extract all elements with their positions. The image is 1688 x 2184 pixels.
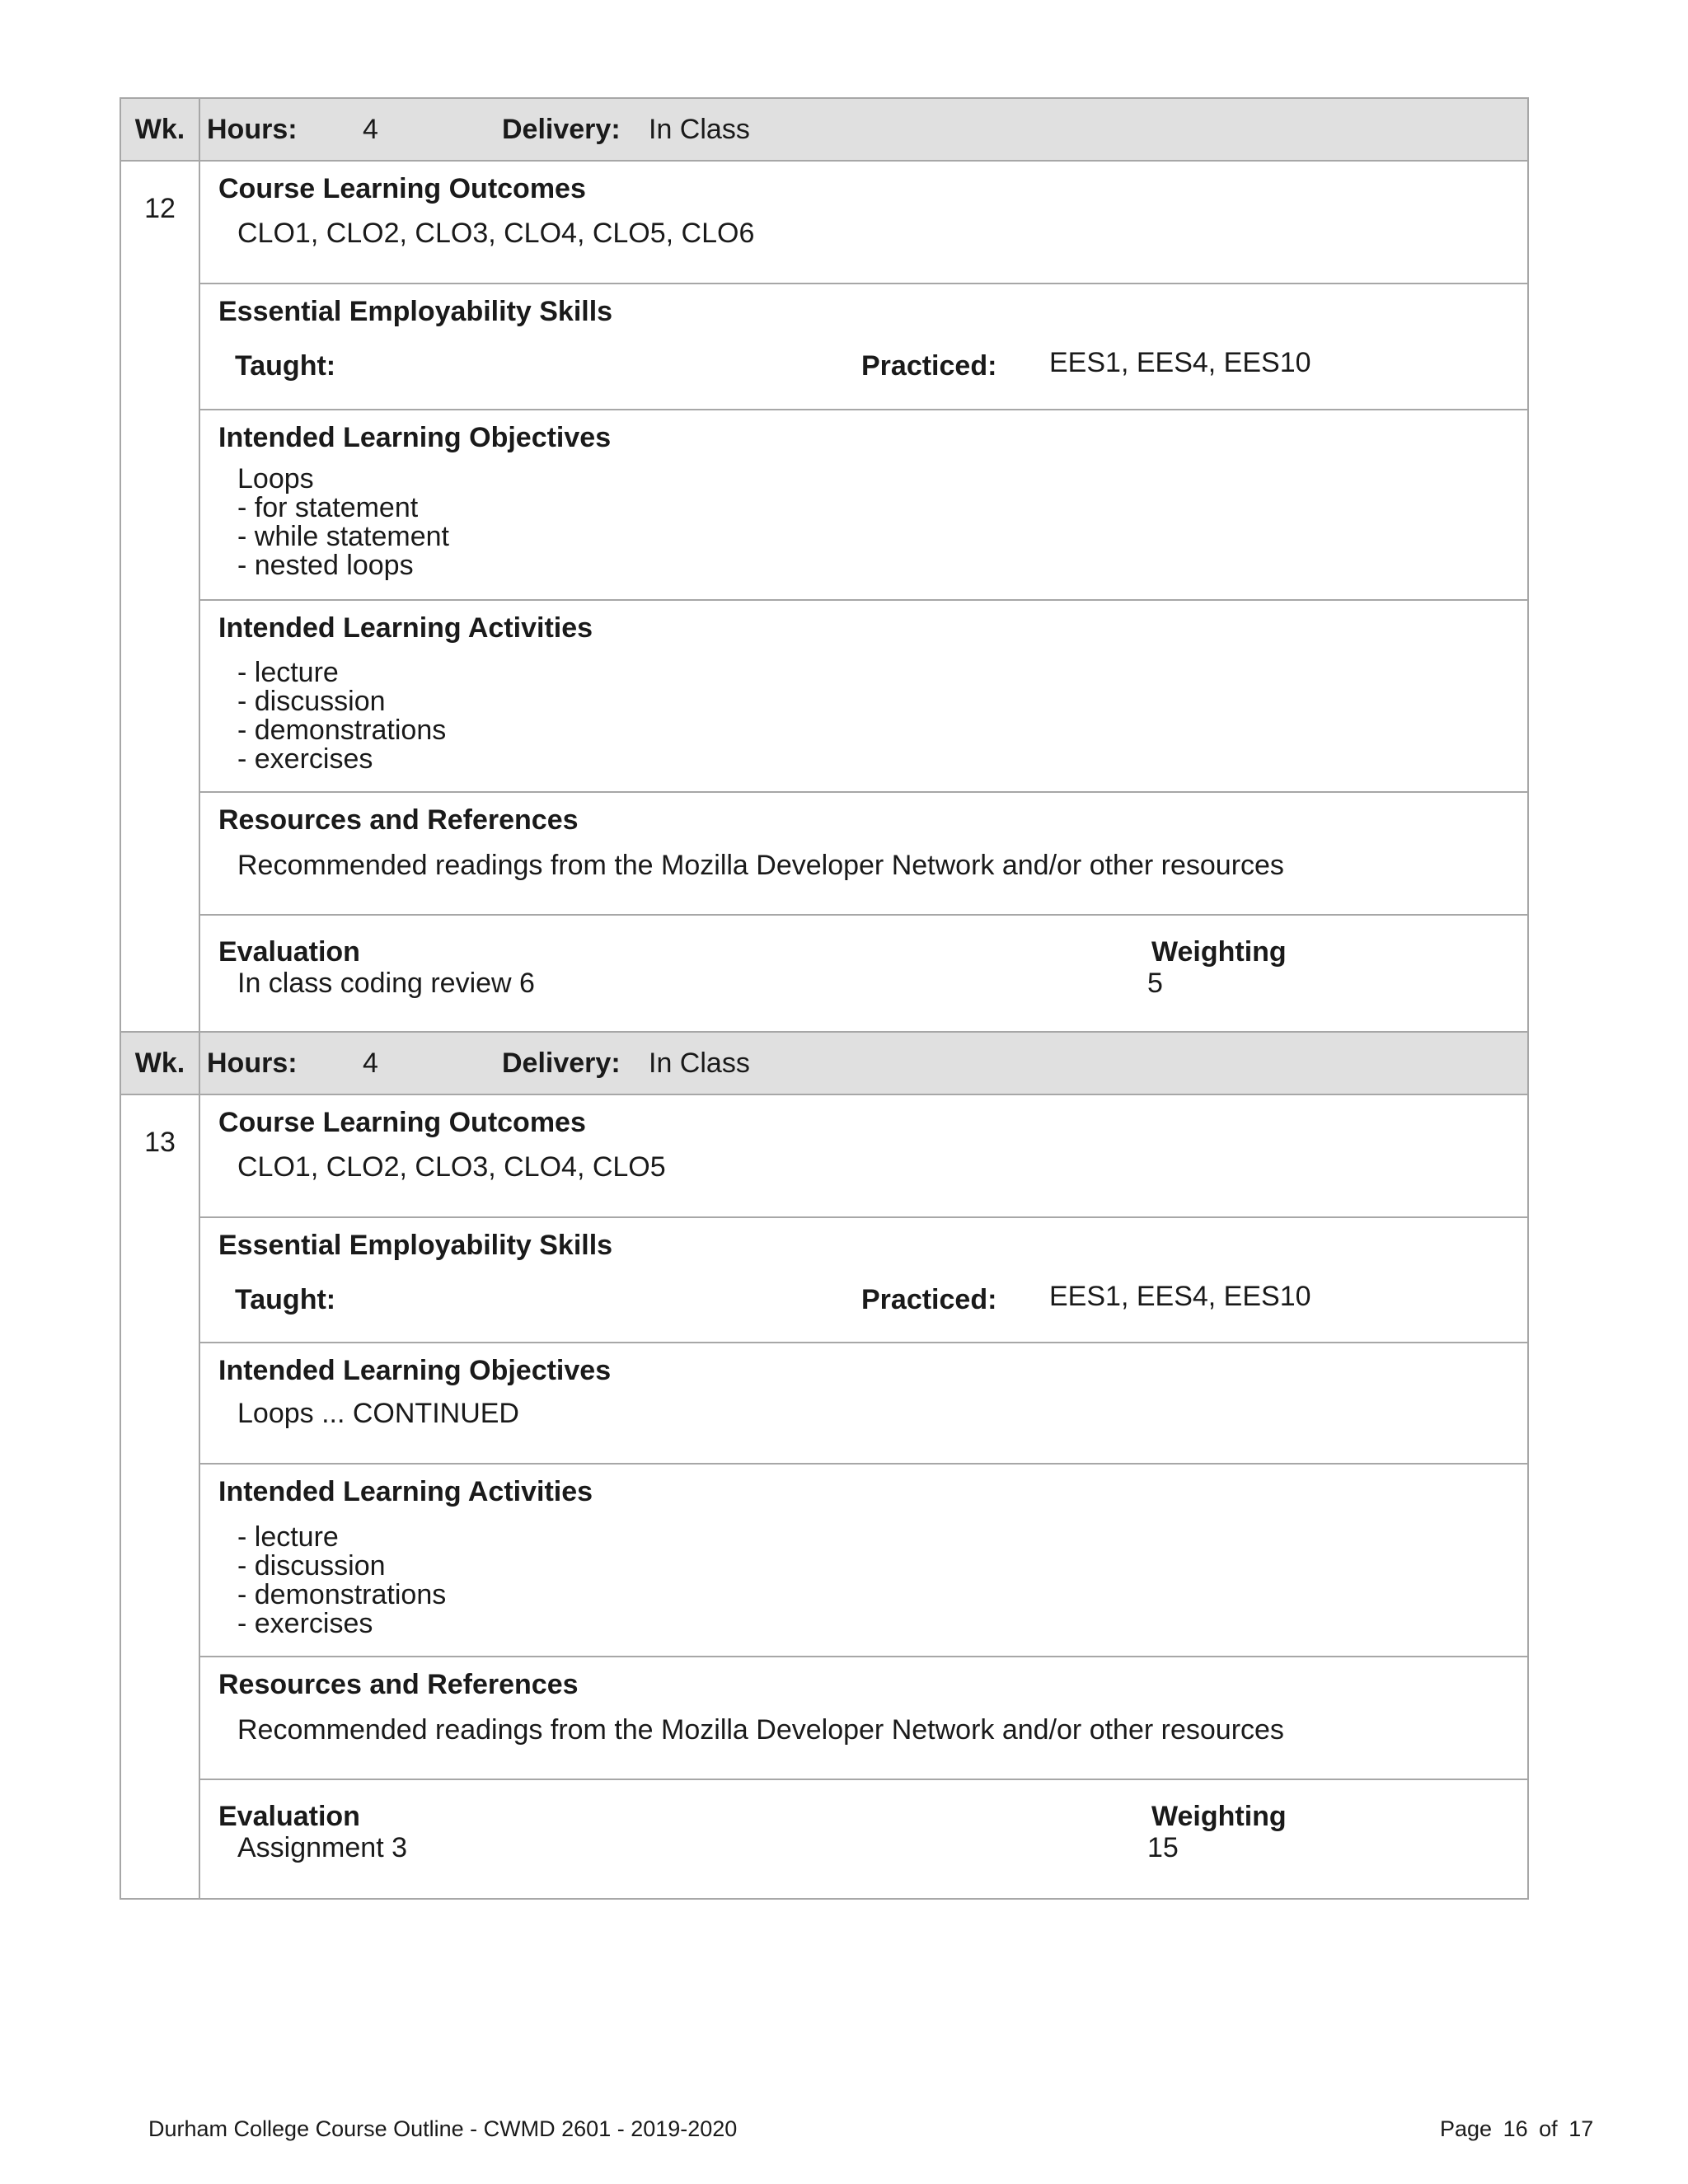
objective-item: - for statement bbox=[237, 492, 419, 523]
activity-item: - lecture bbox=[237, 1521, 339, 1553]
weighting-title: Weighting bbox=[1151, 936, 1287, 968]
week-body bbox=[121, 162, 1527, 1034]
activities-title: Intended Learning Activities bbox=[218, 612, 593, 644]
resources-title: Resources and References bbox=[218, 1669, 579, 1700]
activity-item: - exercises bbox=[237, 743, 373, 775]
clo-title: Course Learning Outcomes bbox=[218, 173, 586, 204]
evaluation-title: Evaluation bbox=[218, 936, 360, 968]
practiced-value: EES1, EES4, EES10 bbox=[1049, 347, 1311, 378]
practiced-label: Practiced: bbox=[861, 1284, 997, 1315]
ees-section bbox=[200, 1218, 1527, 1343]
page-of: of bbox=[1539, 2116, 1558, 2141]
activity-item: - demonstrations bbox=[237, 1579, 447, 1610]
objective-item: Loops bbox=[237, 463, 314, 494]
practiced-value: EES1, EES4, EES10 bbox=[1049, 1281, 1311, 1312]
delivery-value: In Class bbox=[649, 1047, 750, 1079]
resources-section bbox=[200, 793, 1527, 916]
wk-label: Wk. bbox=[121, 1033, 200, 1094]
evaluation-section bbox=[200, 1780, 1527, 1898]
delivery-label: Delivery: bbox=[502, 1047, 621, 1079]
evaluation-title: Evaluation bbox=[218, 1801, 360, 1832]
ees-section bbox=[200, 284, 1527, 410]
evaluation-value: In class coding review 6 bbox=[237, 968, 535, 999]
activities-list bbox=[237, 658, 446, 774]
activities-section bbox=[200, 1465, 1527, 1657]
activity-item: - exercises bbox=[237, 1608, 373, 1639]
hours-label: Hours: bbox=[207, 1047, 298, 1079]
clo-section bbox=[200, 1095, 1527, 1218]
delivery-label: Delivery: bbox=[502, 114, 621, 145]
week-header bbox=[121, 99, 1527, 162]
activities-title: Intended Learning Activities bbox=[218, 1476, 593, 1507]
week-body bbox=[121, 1095, 1527, 1898]
clo-value: CLO1, CLO2, CLO3, CLO4, CLO5 bbox=[237, 1151, 666, 1183]
footer-page-number bbox=[1440, 2116, 1593, 2142]
resources-value: Recommended readings from the Mozilla Developer Network and/or other resources bbox=[237, 1714, 1284, 1746]
objectives-title: Intended Learning Objectives bbox=[218, 1355, 612, 1386]
ees-title: Essential Employability Skills bbox=[218, 296, 613, 327]
footer-course-title: Durham College Course Outline - CWMD 2601 - 2019-2020 bbox=[148, 2116, 738, 2141]
page-current: 16 bbox=[1503, 2116, 1528, 2141]
resources-value: Recommended readings from the Mozilla Developer Network and/or other resources bbox=[237, 850, 1284, 881]
activity-item: - lecture bbox=[237, 657, 339, 688]
objectives-list bbox=[237, 1399, 519, 1428]
activity-item: - discussion bbox=[237, 686, 386, 717]
week-table-13 bbox=[120, 1031, 1529, 1900]
objectives-list bbox=[237, 465, 449, 580]
objectives-section bbox=[200, 1343, 1527, 1465]
evaluation-section bbox=[200, 916, 1527, 1034]
week-number: 13 bbox=[121, 1095, 200, 1898]
page-total: 17 bbox=[1568, 2116, 1594, 2141]
resources-title: Resources and References bbox=[218, 804, 579, 836]
week-number: 12 bbox=[121, 162, 200, 1034]
practiced-label: Practiced: bbox=[861, 350, 997, 382]
resources-section bbox=[200, 1657, 1527, 1780]
clo-title: Course Learning Outcomes bbox=[218, 1107, 586, 1138]
weighting-title: Weighting bbox=[1151, 1801, 1287, 1832]
week-table-12 bbox=[120, 97, 1529, 1036]
delivery-value: In Class bbox=[649, 114, 750, 145]
hours-label: Hours: bbox=[207, 114, 298, 145]
wk-label: Wk. bbox=[121, 99, 200, 160]
week-header bbox=[121, 1033, 1527, 1095]
weighting-value: 5 bbox=[1147, 968, 1163, 999]
objectives-title: Intended Learning Objectives bbox=[218, 422, 612, 453]
clo-section bbox=[200, 162, 1527, 284]
objective-item: - nested loops bbox=[237, 550, 414, 581]
activities-section bbox=[200, 601, 1527, 793]
page-label: Page bbox=[1440, 2116, 1493, 2141]
taught-label: Taught: bbox=[235, 350, 336, 382]
ees-title: Essential Employability Skills bbox=[218, 1230, 613, 1261]
objectives-section bbox=[200, 410, 1527, 601]
activity-item: - demonstrations bbox=[237, 715, 447, 746]
hours-value: 4 bbox=[363, 1047, 378, 1079]
evaluation-value: Assignment 3 bbox=[237, 1832, 407, 1863]
clo-value: CLO1, CLO2, CLO3, CLO4, CLO5, CLO6 bbox=[237, 218, 755, 249]
hours-value: 4 bbox=[363, 114, 378, 145]
objective-item: Loops ... CONTINUED bbox=[237, 1398, 519, 1429]
weighting-value: 15 bbox=[1147, 1832, 1179, 1863]
activity-item: - discussion bbox=[237, 1550, 386, 1582]
taught-label: Taught: bbox=[235, 1284, 336, 1315]
objective-item: - while statement bbox=[237, 521, 449, 552]
activities-list bbox=[237, 1523, 446, 1638]
